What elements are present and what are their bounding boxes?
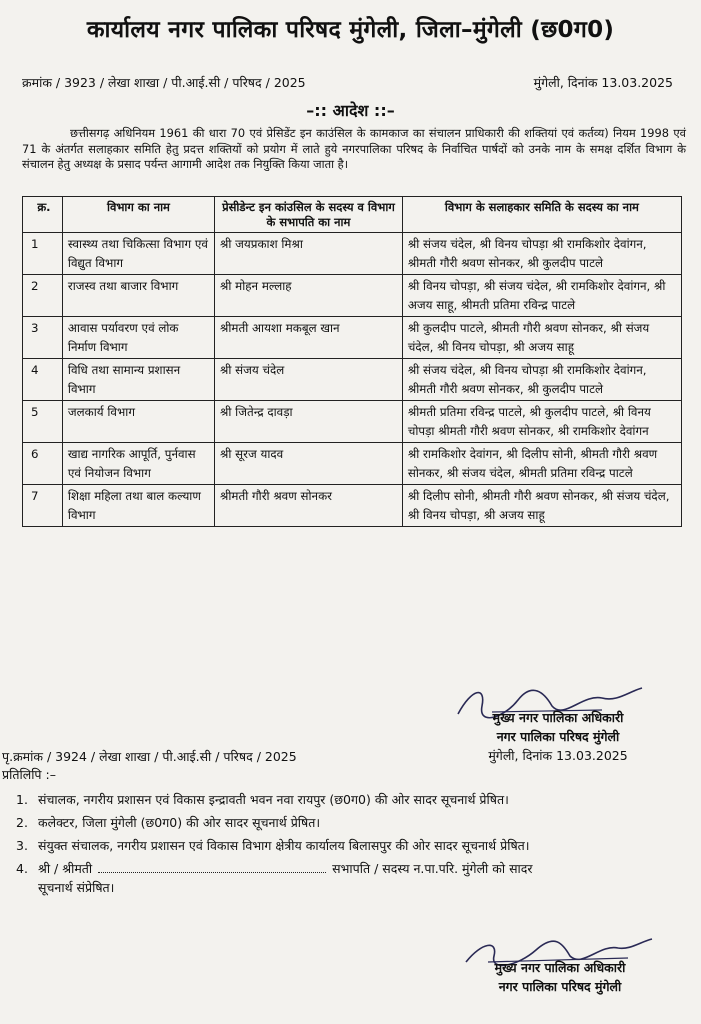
list-item [16,836,676,855]
signature-block-2 [450,958,670,996]
table-row [23,275,682,317]
president-cell: श्री संजय चंदेल [215,359,403,401]
list-item [16,813,676,832]
header-members: विभाग के सलाहकार समिति के सदस्य का नाम [402,197,681,233]
issue-place-date: मुंगेली, दिनांक 13.03.2025 [533,75,673,90]
table-header-row [23,197,682,233]
president-cell: श्री जितेन्द्र दावड़ा [215,401,403,443]
department-cell: शिक्षा महिला तथा बाल कल्याण विभाग [62,485,214,527]
department-cell: राजस्व तथा बाजार विभाग [62,275,214,317]
serial-cell: 4 [23,359,63,401]
header-president: प्रेसीडेन्ट इन कांउसिल के सदस्य व विभाग के सभापति का नाम [215,197,403,233]
serial-cell: 1 [23,233,63,275]
serial-cell: 2 [23,275,63,317]
department-cell: स्वास्थ्य तथा चिकित्सा विभाग एवं विद्युत विभाग [62,233,214,275]
president-cell: श्रीमती गौरी श्रवण सोनकर [215,485,403,527]
office-title: कार्यालय नगर पालिका परिषद मुंगेली, जिला–मुंगेली (छ0ग0) [86,17,615,43]
table-row [23,443,682,485]
header-department: विभाग का नाम [62,197,214,233]
serial-cell: 7 [23,485,63,527]
order-intro-paragraph: छत्तीसगढ़ अधिनियम 1961 की धारा 70 एवं प्रेसिडेंट इन काउंसिल के कामकाज का संचालन प्राधिकारी की शक्तियां एवं कर्तव्य) नियम 1998 एवं 71 के अंतर्गत सलाहकार समिति हेतु प्रदत्त शक्तियों को प्रयोग में लाते हुये नगरपालिका परिषद के निर्वाचित पार्षदों को उनके नाम के समक्ष दर्शित विभाग के संचालन हेतु अध्यक्ष के प्रसाद पर्यन्त आगामी आदेश तक नियुक्ति किया जाता है। [22,126,686,171]
list-item-number: 4. [16,861,28,876]
list-item-text: संचालक, नगरीय प्रशासन एवं विकास इन्द्रावती भवन नवा रायपुर (छ0ग0) की ओर सादर सूचनार्थ प्रेषित। [38,792,509,807]
members-cell: श्री विनय चोपड़ा, श्री संजय चंदेल, श्री रामकिशोर देवांगन, श्री अजय साहू, श्रीमती प्रतिमा रविन्द्र पाटले [402,275,681,317]
president-cell: श्री मोहन मल्लाह [215,275,403,317]
department-cell: खाद्य नागरिक आपूर्ति, पुर्नवास एवं नियोजन विभाग [62,443,214,485]
department-cell: विधि तथा सामान्य प्रशासन विभाग [62,359,214,401]
recipient-role: सभापति / सदस्य न.पा.परि. मुंगेली को सादर [332,861,533,876]
copy-label: प्रतिलिपि :– [2,767,56,782]
president-cell: श्रीमती आयशा मकबूल खान [215,317,403,359]
signatory-office: नगर पालिका परिषद मुंगेली [496,729,620,744]
copy-reference-number: पृ.क्रमांक / 3924 / लेखा शाखा / पी.आई.सी / परिषद / 2025 [2,749,297,764]
signature-place-date: मुंगेली, दिनांक 13.03.2025 [488,748,628,763]
department-cell: आवास पर्यावरण एवं लोक निर्माण विभाग [62,317,214,359]
table-row [23,233,682,275]
members-cell: श्री कुलदीप पाटले, श्रीमती गौरी श्रवण सोनकर, श्री संजय चंदेल, श्री विनय चोपड़ा, श्री अजय साहू [402,317,681,359]
department-cell: जलकार्य विभाग [62,401,214,443]
members-cell: श्री रामकिशोर देवांगन, श्री दिलीप सोनी, श्रीमती गौरी श्रवण सोनकर, श्री संजय चंदेल, श्रीमती प्रतिमा रविन्द्र पाटले [402,443,681,485]
members-cell: श्री दिलीप सोनी, श्रीमती गौरी श्रवण सोनकर, श्री संजय चंदेल, श्री विनय चोपड़ा, श्री अजय साहू [402,485,681,527]
serial-cell: 5 [23,401,63,443]
signature-block-1 [448,708,668,765]
reference-number: क्रमांक / 3923 / लेखा शाखा / पी.आई.सी / परिषद / 2025 [22,75,306,90]
list-item-text: संयुक्त संचालक, नगरीय प्रशासन एवं विकास विभाग क्षेत्रीय कार्यालय बिलासपुर की ओर सादर सूचनार्थ प्रेषित। [38,838,530,853]
signatory-designation: मुख्य नगर पालिका अधिकारी [494,960,626,975]
blank-fill-line [98,872,326,873]
committee-table [22,196,682,527]
table-row [23,485,682,527]
table-row [23,359,682,401]
signatory-designation: मुख्य नगर पालिका अधिकारी [492,710,624,725]
members-cell: श्री संजय चंदेल, श्री विनय चोपड़ा श्री रामकिशोर देवांगन, श्रीमती गौरी श्रवण सोनकर, श्री कुलदीप पाटले [402,359,681,401]
order-heading: –:: आदेश ::– [306,101,395,120]
list-item-number: 3. [16,838,28,853]
serial-cell: 3 [23,317,63,359]
list-item [16,859,676,897]
president-cell: श्री जयप्रकाश मिश्रा [215,233,403,275]
list-item-number: 2. [16,815,28,830]
list-item-number: 1. [16,792,28,807]
list-item-text [38,859,676,897]
members-cell: श्री संजय चंदेल, श्री विनय चोपड़ा श्री रामकिशोर देवांगन, श्रीमती गौरी श्रवण सोनकर, श्री कुलदीप पाटले [402,233,681,275]
members-cell: श्रीमती प्रतिमा रविन्द्र पाटले, श्री कुलदीप पाटले, श्री विनय चोपड़ा श्रीमती गौरी श्रवण सोनकर, श्री रामकिशोर देवांगन [402,401,681,443]
copy-recipient-list [16,790,676,901]
list-item-text: कलेक्टर, जिला मुंगेली (छ0ग0) की ओर सादर सूचनार्थ प्रेषित। [38,815,321,830]
recipient-line2: सूचनार्थ संप्रेषित। [38,880,115,895]
list-item [16,790,676,809]
table-row [23,317,682,359]
signatory-office: नगर पालिका परिषद मुंगेली [498,979,622,994]
header-serial: क्र. [23,197,63,233]
table-row [23,401,682,443]
recipient-title: श्री / श्रीमती [38,861,93,876]
president-cell: श्री सूरज यादव [215,443,403,485]
reference-line [22,74,673,91]
serial-cell: 6 [23,443,63,485]
